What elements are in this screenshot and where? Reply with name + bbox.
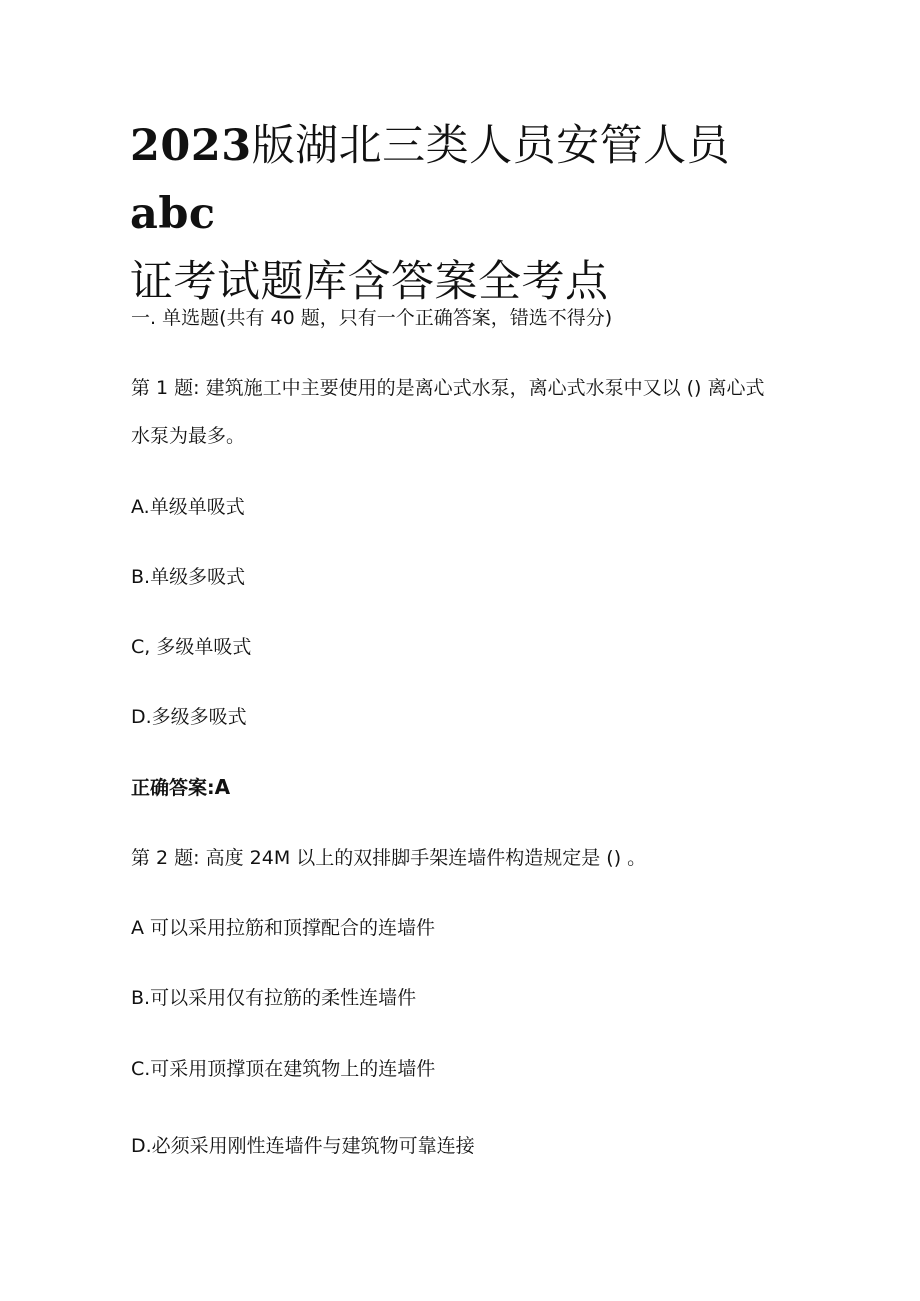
question-1-answer [131, 774, 230, 801]
section-heading: 一. 单选题(共有 40 题，只有一个正确答案，错选不得分) [131, 307, 613, 329]
title-main-text: 版湖北三类人员安管人员 [251, 121, 731, 171]
answer-value: A [214, 775, 231, 799]
title-latin: abc [130, 189, 216, 239]
title-line-2: 证考试题库含答案全考点 [130, 257, 609, 307]
question-2-option-d: D.必须采用刚性连墙件与建筑物可靠连接 [131, 1135, 475, 1157]
question-1-option-b: B.单级多吸式 [131, 566, 246, 588]
question-1-option-c: C, 多级单吸式 [131, 636, 252, 658]
question-1-stem-line-1: 第 1 题: 建筑施工中主要使用的是离心式水泵，离心式水泵中又以 () 离心式 [131, 377, 765, 399]
title-year: 2023 [130, 121, 252, 171]
question-1-stem-line-2: 水泵为最多。 [131, 425, 246, 447]
title-line-1 [130, 112, 810, 248]
question-2-option-a: A 可以采用拉筋和顶撑配合的连墙件 [131, 917, 436, 939]
question-1-option-d: D.多级多吸式 [131, 706, 247, 728]
document-title [130, 112, 810, 316]
question-2-option-b: B.可以采用仅有拉筋的柔性连墙件 [131, 987, 417, 1009]
answer-label: 正确答案: [131, 777, 215, 799]
question-1-option-a: A.单级单吸式 [131, 496, 245, 518]
question-2-stem: 第 2 题: 高度 24M 以上的双排脚手架连墙件构造规定是 () 。 [131, 847, 647, 869]
question-2-option-c: C.可采用顶撑顶在建筑物上的连墙件 [131, 1058, 436, 1080]
